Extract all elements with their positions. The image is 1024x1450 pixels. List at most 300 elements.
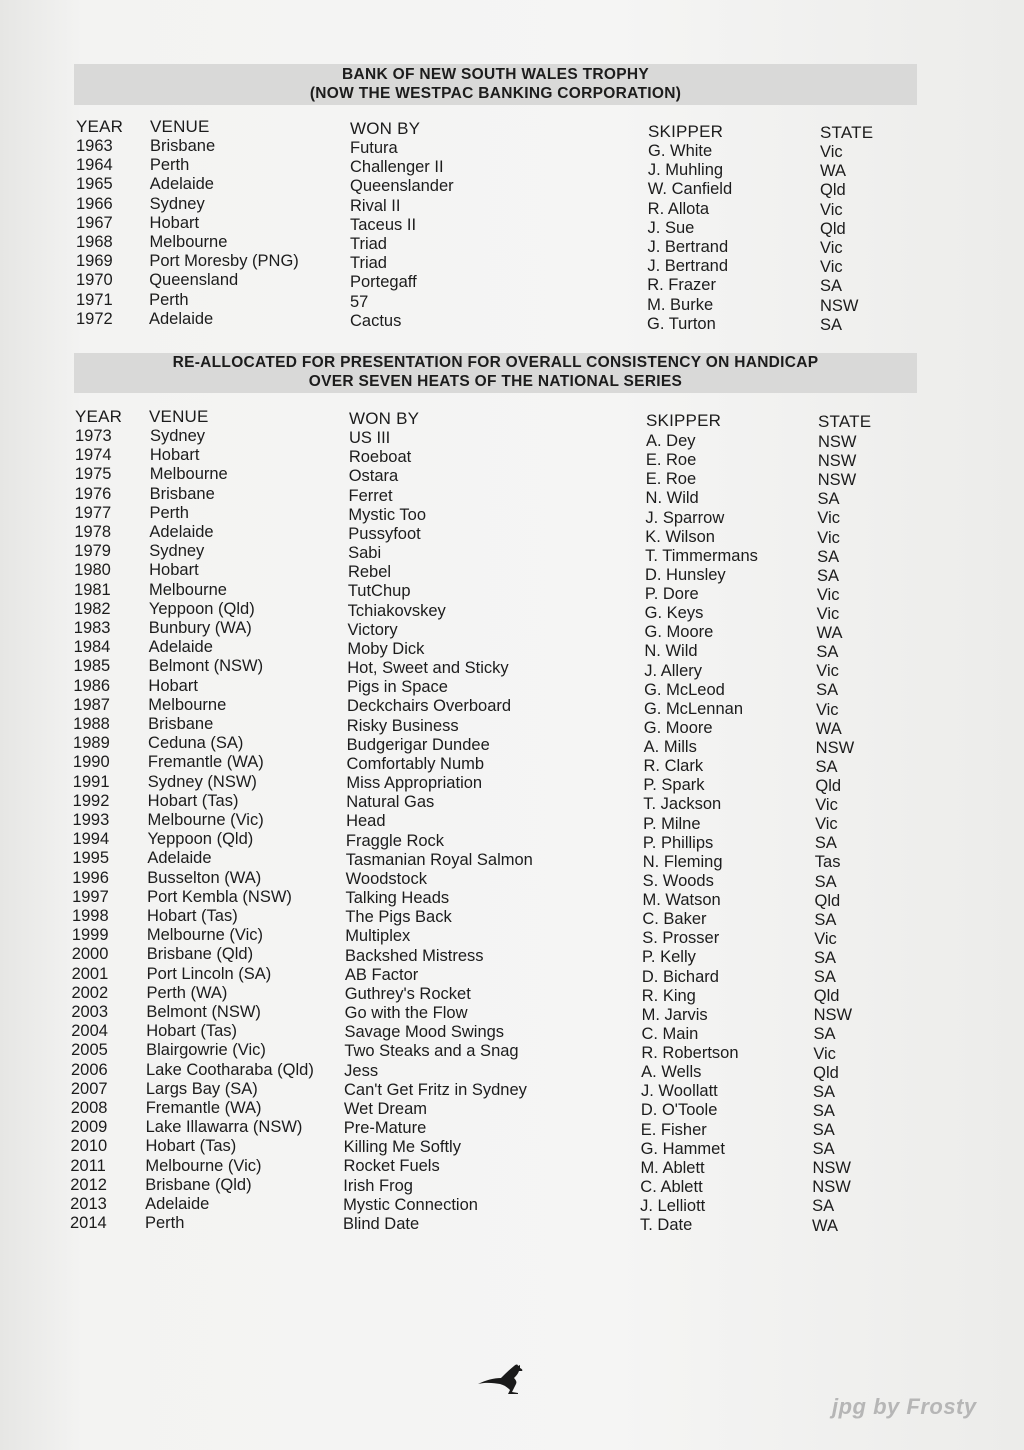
cell-skipper: D. Hunsley [644,565,726,584]
table-row [0,599,1024,623]
table-row [0,868,1024,891]
table-row [0,137,1024,161]
cell-won-by: Hot, Sweet and Sticky [347,659,509,678]
table-row [0,1157,1024,1176]
cell-skipper: T. Jackson [643,795,722,814]
cell-won-by: Natural Gas [346,793,435,812]
cell-skipper: T. Date [640,1216,693,1235]
cell-venue: Melbourne [149,465,228,484]
cell-state: SA [814,872,837,891]
table-row [0,734,1024,757]
table-row [0,1003,1024,1025]
cell-state: SA [812,1197,835,1216]
cell-won-by: The Pigs Back [345,908,452,927]
watermark-text: jpg by Frosty [832,1394,977,1419]
cell-won-by: 57 [350,292,369,311]
cell-state: Qld [820,181,846,200]
cell-venue: Largs Bay (SA) [145,1079,258,1098]
cell-won-by: Roeboat [348,448,412,467]
cell-won-by: Killing Me Softly [343,1138,461,1157]
cell-won-by: Wet Dream [343,1099,428,1118]
cell-won-by: Challenger II [350,158,444,177]
table-row [0,561,1024,585]
cell-year: 1995 [72,849,110,868]
cell-year: 1979 [74,542,111,561]
cell-year: 2003 [71,1003,109,1021]
cell-venue: Perth [145,1214,185,1233]
cell-venue: Yeppoon (Qld) [148,599,255,618]
table-row [0,271,1024,296]
cell-year: 1990 [72,753,110,772]
cell-state: SA [816,643,839,662]
cell-state: Qld [820,219,846,238]
cell-won-by: Savage Mood Swings [344,1023,505,1042]
cell-won-by: Pussyfoot [348,524,421,543]
cell-won-by: Comfortably Numb [346,754,485,773]
table-row [0,791,1024,815]
cell-year: 2004 [71,1022,108,1041]
cell-skipper: G. McLennan [643,699,743,718]
cell-year: 1966 [76,194,113,213]
cell-year: 1984 [73,638,111,657]
cell-skipper: A. Mills [643,738,697,757]
cell-skipper: G. Turton [647,314,716,333]
cell-venue: Sydney [149,542,205,561]
cell-skipper: D. O'Toole [640,1101,718,1120]
cell-skipper: C. Baker [642,910,707,929]
cell-venue: Melbourne (Vic) [146,926,263,945]
cell-won-by: Woodstock [345,869,427,888]
table-row [0,638,1024,662]
cell-state: SA [820,315,843,334]
table-row [0,1080,1024,1099]
cell-skipper: J. Bertrand [647,238,729,256]
cell-year: 1989 [73,734,110,753]
cell-venue: Fremantle (WA) [145,1099,262,1117]
cell-won-by: Tasmanian Royal Salmon [345,850,533,869]
col-header-won-by: WON BY [349,409,420,428]
cell-year: 1980 [74,561,111,580]
table-row [0,715,1024,738]
cell-skipper: N. Wild [645,489,699,508]
table-row [0,523,1024,547]
table-row [0,290,1024,315]
cell-venue: Melbourne [149,233,228,251]
table-row [0,676,1024,700]
cell-skipper: P. Dore [644,585,699,603]
table-row [0,983,1024,1006]
cell-won-by: Victory [347,620,398,639]
cell-won-by: Budgerigar Dundee [346,735,490,754]
cell-skipper: N. Fleming [642,852,723,871]
cell-state: Vic [816,585,840,604]
cell-year: 1998 [71,907,109,925]
table-row [0,484,1024,509]
cell-year: 1971 [76,290,113,309]
cell-venue: Belmont (NSW) [146,1003,261,1021]
col-header-year: YEAR [75,407,123,426]
cell-won-by: Tchiakovskey [347,601,446,620]
cell-won-by: Cactus [350,311,402,330]
cell-state: WA [816,624,843,643]
cell-year: 1987 [73,695,110,714]
cell-venue: Perth (WA) [146,983,228,1002]
cell-venue: Perth [149,503,189,522]
cell-won-by: Go with the Flow [344,1004,468,1023]
cell-skipper: M. Watson [642,891,721,910]
cell-venue: Lake Illawarra (NSW) [145,1118,303,1137]
col-header-state: STATE [818,412,872,431]
cell-state: NSW [812,1178,851,1197]
cell-state: Qld [815,777,842,795]
cell-year: 1969 [76,252,113,271]
cell-state: Vic [820,239,843,257]
cell-state: SA [814,910,837,929]
cell-skipper: J. Lelliott [640,1197,706,1216]
cell-state: Vic [816,662,839,681]
cell-skipper: P. Phillips [642,833,714,852]
cell-venue: Brisbane [150,137,216,155]
cell-year: 2000 [71,945,109,964]
cell-year: 1977 [74,503,112,522]
cell-skipper: S. Prosser [642,929,720,948]
col-header-venue: VENUE [150,117,210,136]
cell-year: 2013 [70,1195,107,1213]
cell-year: 1992 [72,791,110,810]
cell-venue: Adelaide [148,638,213,657]
cell-year: 1982 [73,599,111,618]
cell-skipper: G. Moore [644,623,714,642]
cell-venue: Melbourne [148,695,227,714]
table-row [0,542,1024,566]
col-header-skipper: SKIPPER [648,122,724,141]
cell-state: Vic [820,143,843,161]
cell-won-by: Ostara [348,467,399,486]
cell-venue: Port Kembla (NSW) [147,887,292,906]
table-row [0,175,1024,200]
cell-state: SA [816,566,839,585]
table-row [0,1061,1024,1080]
cell-venue: Adelaide [147,849,212,868]
cell-state: Tas [814,853,841,872]
cell-skipper: E. Roe [645,470,697,489]
section2-title-line2: OVER SEVEN HEATS OF THE NATIONAL SERIES [308,373,683,390]
cell-venue: Hobart [149,446,200,465]
cell-venue: Perth [149,156,190,175]
cell-state: SA [815,757,838,776]
table-row [0,1099,1024,1118]
cell-state: WA [815,719,842,738]
table-row [0,619,1024,643]
table-row [0,849,1024,872]
table-row [0,945,1024,968]
cell-skipper: J. Allery [644,661,703,680]
cell-skipper: C. Main [641,1024,699,1043]
cell-state: Vic [816,605,840,623]
cell-year: 1974 [74,446,112,465]
cell-skipper: K. Wilson [645,527,715,546]
table-row [0,580,1024,604]
cell-state: Qld [813,987,840,1006]
table-row [0,427,1024,451]
cell-state: SA [817,547,840,566]
cell-won-by: Head [346,812,386,831]
cell-won-by: Triad [350,235,387,253]
cell-skipper: G. Moore [643,718,713,737]
cell-skipper: G. Keys [644,604,704,623]
cell-won-by: AB Factor [344,965,419,984]
cell-skipper: P. Spark [643,776,705,795]
table-row [0,1176,1024,1195]
table-row [0,446,1024,471]
cell-year: 2014 [70,1214,107,1233]
cell-venue: Adelaide [145,1195,210,1213]
cell-state: SA [813,968,836,987]
cell-year: 1986 [73,676,111,695]
cell-skipper: R. King [641,986,696,1005]
table-row [0,830,1024,853]
cell-venue: Hobart (Tas) [146,1022,237,1041]
section1-title-line1: BANK OF NEW SOUTH WALES TROPHY [342,66,649,83]
table-row [0,1214,1024,1233]
cell-state: Vic [815,815,838,834]
cell-year: 1994 [72,830,110,849]
table-row [0,907,1024,929]
cell-won-by: Queenslander [350,177,454,196]
cell-won-by: Sabi [348,544,382,562]
cell-won-by: Irish Frog [343,1176,413,1195]
table-row [0,887,1024,910]
cell-state: Qld [813,1063,839,1082]
cell-skipper: J. Woollatt [641,1082,718,1101]
cell-state: SA [814,949,837,968]
cell-won-by: Taceus II [350,215,417,234]
cell-state: Vic [820,258,843,277]
table-row [0,309,1024,334]
cell-venue: Busselton (WA) [147,868,262,887]
cell-won-by: Blind Date [343,1214,420,1233]
cell-venue: Adelaide [149,175,214,194]
cell-state: NSW [820,296,859,315]
table-row [0,503,1024,528]
cell-won-by: Mystic Connection [343,1195,478,1214]
cell-year: 1968 [76,233,113,251]
table-row [0,1041,1024,1063]
cell-won-by: Rival II [350,196,401,215]
cell-venue: Brisbane (Qld) [146,945,254,964]
cell-state: Vic [813,1044,836,1063]
cell-skipper: G. McLeod [644,680,725,699]
cell-won-by: Portegaff [350,273,417,292]
cell-state: Vic [817,509,841,528]
cell-won-by: Moby Dick [347,639,425,658]
cell-venue: Hobart (Tas) [145,1137,237,1156]
cell-skipper: G. White [648,142,713,160]
cell-skipper: E. Roe [645,451,697,470]
cell-venue: Melbourne (Vic) [145,1156,262,1175]
cell-year: 2010 [70,1137,108,1156]
cell-venue: Hobart [149,213,200,232]
cell-venue: Sydney (NSW) [147,772,257,791]
cell-venue: Blairgowrie (Vic) [146,1041,266,1060]
cell-venue: Perth [149,290,189,309]
cell-skipper: J. Muhling [647,161,724,180]
cell-year: 1975 [74,465,112,484]
cell-state: NSW [815,738,855,757]
cell-won-by: US III [349,429,391,447]
section2-title-banner [74,353,917,393]
cell-won-by: Deckchairs Overboard [346,697,512,716]
cell-state: NSW [817,452,857,471]
cell-state: SA [812,1140,835,1159]
cell-skipper: J. Bertrand [647,257,729,276]
cell-state: WA [820,162,846,181]
cell-won-by: Risky Business [346,716,459,735]
cell-venue: Hobart [148,676,198,695]
cell-won-by: Talking Heads [345,889,450,908]
table-row [0,811,1024,834]
cell-skipper: A. Wells [641,1063,702,1082]
cell-skipper: M. Ablett [640,1158,705,1177]
col-header-venue: VENUE [149,407,209,426]
cell-year: 1991 [72,772,110,791]
cell-venue: Fremantle (WA) [147,753,264,772]
cell-venue: Hobart (Tas) [146,907,238,925]
cell-skipper: R. Clark [643,757,704,776]
cell-skipper: A. Dey [646,432,696,450]
cell-year: 1976 [74,484,112,503]
col-header-state: STATE [820,123,874,142]
cell-venue: Port Lincoln (SA) [146,964,272,983]
cell-won-by: Jess [344,1061,379,1080]
table-row [0,465,1024,490]
table-row [0,657,1024,681]
cell-year: 1996 [72,868,109,887]
cell-state: SA [813,1025,836,1044]
cell-year: 2005 [71,1041,108,1060]
cell-venue: Sydney [150,427,206,445]
cell-venue: Queensland [149,271,239,290]
table-row [0,194,1024,219]
cell-state: Vic [815,796,838,815]
cell-state: SA [812,1101,835,1120]
cell-venue: Belmont (NSW) [148,657,264,676]
cell-year: 2006 [70,1060,108,1079]
cell-won-by: Pre-Mature [343,1119,427,1138]
cell-skipper: M. Jarvis [641,1005,708,1024]
cell-won-by: Backshed Mistress [345,946,484,965]
cell-venue: Brisbane [148,715,214,733]
cell-year: 2007 [70,1079,108,1098]
cell-state: SA [812,1121,835,1140]
cell-venue: Hobart (Tas) [147,791,239,810]
table-row [0,926,1024,948]
cell-skipper: R. Allota [647,199,710,218]
cell-state: SA [820,277,843,296]
section1-title-line2: (NOW THE WESTPAC BANKING CORPORATION) [309,85,682,102]
cell-state: NSW [818,433,857,451]
cell-won-by: TutChup [347,582,411,601]
cell-year: 2011 [70,1156,106,1175]
cell-skipper: T. Timmermans [645,546,758,565]
cell-won-by: Two Steaks and a Snag [344,1042,519,1061]
cell-year: 1981 [74,580,111,599]
cell-venue: Brisbane [149,484,215,503]
table-row [0,1195,1024,1214]
cell-year: 1963 [76,137,113,155]
cell-venue: Sydney [149,194,205,213]
table-row [0,213,1024,238]
col-header-skipper: SKIPPER [646,411,722,430]
cell-year: 1985 [73,657,111,676]
cell-state: Vic [817,528,840,547]
cell-won-by: Pigs in Space [347,678,448,697]
cell-venue: Ceduna (SA) [148,734,244,753]
cell-skipper: R. Frazer [647,276,716,295]
table-row [0,252,1024,277]
cell-state: NSW [813,1006,853,1025]
cell-skipper: D. Bichard [641,967,719,986]
cell-venue: Bunbury (WA) [148,619,252,637]
cell-venue: Brisbane (Qld) [145,1175,252,1194]
cell-venue: Adelaide [149,523,214,541]
cell-won-by: Futura [350,139,398,157]
cell-skipper: G. Hammet [640,1139,725,1158]
cell-year: 1983 [73,619,111,637]
cell-year: 2009 [70,1118,108,1137]
cell-year: 2002 [71,983,109,1002]
cell-won-by: Rebel [347,563,392,582]
cell-state: NSW [817,471,857,490]
cell-won-by: Ferret [348,486,393,505]
table-row [0,1022,1024,1044]
cell-year: 2012 [70,1175,107,1194]
cell-year: 1964 [76,156,113,175]
cell-year: 2001 [71,964,109,983]
cell-year: 2008 [70,1099,108,1117]
cell-year: 1993 [72,811,110,829]
cell-year: 1988 [73,715,110,733]
cell-year: 1970 [76,271,113,290]
cell-won-by: Mystic Too [348,505,427,524]
cell-skipper: P. Milne [643,814,701,833]
cell-year: 1973 [75,427,112,445]
cell-skipper: J. Sue [647,218,695,237]
cell-state: SA [813,1082,836,1101]
table-row [0,753,1024,776]
cell-state: SA [817,490,840,509]
col-header-year: YEAR [76,117,124,136]
cell-year: 1997 [72,887,109,906]
cell-venue: Melbourne [149,580,227,599]
cell-won-by: Rocket Fuels [343,1157,440,1176]
cell-won-by: Miss Appropriation [346,774,483,793]
cell-year: 1999 [71,926,109,945]
cell-skipper: J. Sparrow [645,508,725,527]
cell-state: NSW [812,1159,851,1178]
cell-venue: Hobart [149,561,199,580]
section2-title-line1: RE-ALLOCATED FOR PRESENTATION FOR OVERALL CONSISTENCY ON HANDICAP [172,354,819,371]
cell-won-by: Triad [350,254,387,273]
table-row [0,156,1024,181]
cell-venue: Port Moresby (PNG) [149,252,299,271]
cell-state: Vic [814,929,837,948]
cell-state: WA [812,1216,838,1235]
cell-year: 1972 [76,309,113,328]
cell-won-by: Fraggle Rock [345,831,445,850]
cell-venue: Adelaide [149,309,214,328]
table-row [0,772,1024,795]
